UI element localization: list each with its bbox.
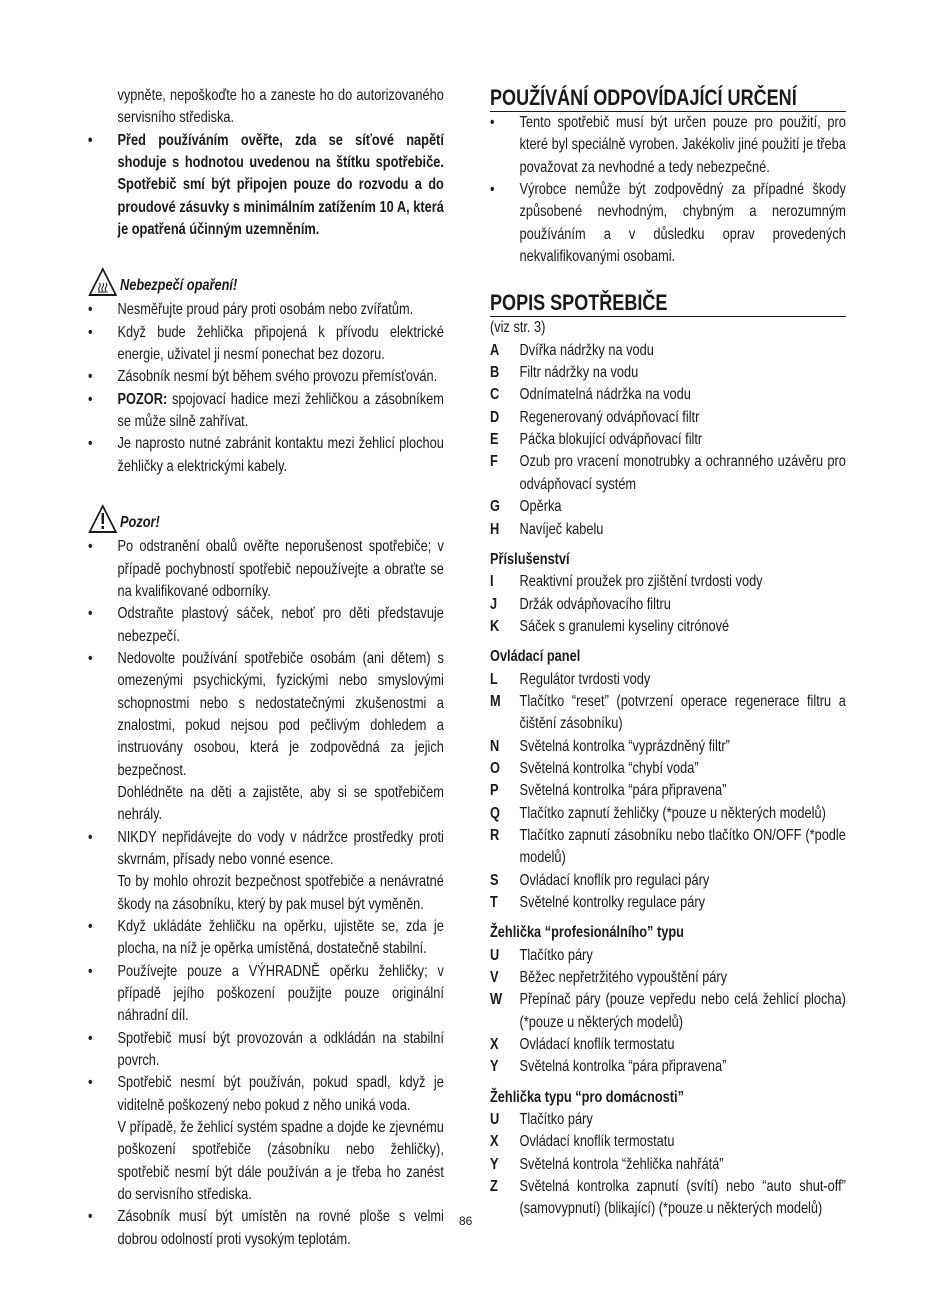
item-text: Ovládací knoflík termostatu: [519, 1036, 675, 1054]
item-text: Ozub pro vracení monotrubky a ochranného uzávěru pro odvápňovací systém: [519, 453, 846, 493]
bullet-item: • Nesměřujte proud páry proti osobám nebo zvířatům.: [88, 301, 414, 319]
item-text: Opěrka: [519, 498, 562, 516]
bullet-text: Zásobník nesmí být během svého provozu přemísťován.: [117, 368, 438, 386]
item-letter: S: [490, 871, 499, 889]
bullet-item: • POZOR: spojovací hadice mezi žehličkou a zásobníkem se může silně zahřívat.: [88, 390, 444, 431]
warning-heading: [88, 263, 444, 297]
hot-surface-warning-icon: [88, 267, 118, 297]
list-item: [490, 340, 846, 362]
control-panel-list: [490, 669, 846, 915]
right-column: [490, 85, 846, 1221]
bullet-item: • Spotřebič musí být provozován a odkládán na stabilní povrch.: [88, 1029, 444, 1070]
item-text: Tlačítko páry: [519, 946, 593, 964]
list-item: [490, 362, 846, 384]
item-letter: U: [490, 946, 500, 964]
bullet-item: • Po odstranění obalů ověřte neporušenost spotřebiče; v případě pochybností spotřebič nepoužívejte a obraťte se na kvalifikované odborníky.: [88, 538, 444, 600]
item-text: Regulátor tvrdosti vody: [519, 670, 651, 688]
item-letter: U: [490, 1111, 500, 1129]
item-text: Filtr nádržky na vodu: [519, 364, 639, 382]
item-letter: O: [490, 759, 500, 777]
bullet-text: Před používáním ověřte, zda se síťové napětí shoduje s hodnotou uvedenou na štítku spotřebiče. Spotřebič smí být připojen pouze do rozvodu a do proudové zásuvky s minimálním zatížením 10 A, která je opatřená účinným uzemněním.: [117, 131, 444, 239]
list-item: [490, 780, 846, 802]
item-letter: I: [490, 573, 494, 591]
professional-iron-list: [490, 945, 846, 1079]
bullet-text: NIKDY nepřidávejte do vody v nádržce prostředky proti skvrnám, přísady nebo vonné esence.: [117, 828, 444, 868]
subheading-professional-iron: Žehlička “profesionálního” typu: [490, 924, 684, 942]
list-item: [490, 1056, 846, 1078]
bullet-text: Nedovolte používání spotřebiče osobám (ani dětem) s omezenými psychickými, fyzickými nebo smyslovými schopnostmi nebo s nedostatečnými zkušenostmi a znalostmi, pokud nejsou pod pečlivým dohledem a instruovány osobou, která je zodpovědná za jejich bezpečnost.: [117, 649, 444, 779]
bullet-item: • Tento spotřebič musí být určen pouze pro použití, pro které byl speciálně vyroben. Jakékoliv jiné použití je třeba považovat za nevhodné a tedy nebezpečné.: [490, 114, 846, 176]
exclamation-warning-icon: [88, 504, 118, 534]
warning-heading: [88, 500, 444, 534]
bullet-item: • Spotřebič nesmí být používán, pokud spadl, když je viditelně poškozený nebo pokud z něho uniká voda.: [88, 1074, 444, 1114]
item-letter: G: [490, 498, 500, 516]
item-letter: C: [490, 386, 500, 404]
list-item: [490, 594, 846, 616]
bullet-text: Nesměřujte proud páry proti osobám nebo zvířatům.: [117, 301, 414, 319]
list-item: [490, 803, 846, 825]
subheading-control-panel: Ovládací panel: [490, 648, 581, 666]
item-text: Tlačítko páry: [519, 1111, 593, 1129]
list-item: [490, 571, 846, 593]
list-item: [490, 825, 846, 870]
item-letter: W: [490, 991, 503, 1009]
subheading-household-iron: Žehlička typu “pro domácnosti”: [490, 1088, 684, 1106]
bullet-item: • Výrobce nemůže být zodpovědný za případné škody způsobené nevhodným, chybným a nerozumným používáním a v důsledku oprav provedených nekvalifikovanými osobami.: [490, 181, 846, 266]
item-text: Tlačítko “reset” (potvrzení operace regenerace filtru a čištění zásobníku): [519, 692, 846, 733]
bullet-item: • Používejte pouze a VÝHRADNĚ opěrku žehličky; v případě jejího poškození použijte pouze originální náhradní díl.: [88, 962, 444, 1025]
list-item: [490, 1131, 846, 1153]
item-letter: A: [490, 341, 500, 359]
item-letter: P: [490, 782, 499, 800]
bullet-text: Zásobník musí být umístěn na rovné ploše s velmi dobrou odolností proti vysokým teplotám.: [117, 1208, 444, 1248]
bullet-item: • Je naprosto nutné zabránit kontaktu mezi žehlicí plochou žehličky a elektrickými kabely.: [88, 435, 444, 475]
item-letter: D: [490, 408, 500, 426]
item-letter: Q: [490, 804, 500, 822]
paragraph: V případě, že žehlicí systém spadne a dojde ke zjevnému poškození spotřebiče (zásobníku nebo žehličky), spotřebič nesmí být dále používán a je třeba ho zanést do servisního střediska.: [117, 1119, 444, 1204]
section-heading-description: POPIS SPOTŘEBIČE: [490, 290, 846, 317]
list-item: [490, 451, 846, 496]
paragraph: vypněte, nepoškoďte ho a zaneste ho do autorizovaného servisního střediska.: [117, 87, 444, 127]
paragraph: To by mohlo ohrozit bezpečnost spotřebiče a nenávratné škody na zásobníku, který by pak musel být vyměněn.: [117, 873, 444, 913]
section-heading-intended-use: POUŽÍVÁNÍ ODPOVÍDAJÍCÍ URČENÍ: [490, 85, 846, 112]
item-text: Dvířka nádržky na vodu: [519, 341, 654, 359]
list-item: [490, 758, 846, 780]
bullet-item: • NIKDY nepřidávejte do vody v nádržce prostředky proti skvrnám, přísady nebo vonné esence.: [88, 828, 444, 868]
household-iron-list: [490, 1109, 846, 1221]
list-item: [490, 519, 846, 541]
item-text: Tlačítko zapnutí zásobníku nebo tlačítko ON/OFF (*podle modelů): [519, 826, 846, 867]
bullet-text: Spotřebič musí být provozován a odkládán na stabilní povrch.: [117, 1029, 444, 1070]
bullet-text: Výrobce nemůže být zodpovědný za případné škody způsobené nevhodným, chybným a nerozumným používáním a v důsledku oprav provedených nekvalifikovanými osobami.: [519, 181, 846, 266]
bullet-item: • Když ukládáte žehličku na opěrku, ujistěte se, zda je plocha, na níž je opěrka umístěná, dostatečně stabilní.: [88, 918, 444, 958]
list-item: [490, 989, 846, 1034]
bullet-item: • Nedovolte používání spotřebiče osobám (ani dětem) s omezenými psychickými, fyzickými nebo smyslovými schopnostmi nebo s nedostatečnými zkušenostmi a znalostmi, pokud nejsou pod pečlivým dohledem a instruovány osobou, která je zodpovědná za jejich bezpečnost.: [88, 649, 444, 779]
bullet-text: Tento spotřebič musí být určen pouze pro použití, pro které byl speciálně vyroben. Jakékoliv jiné použití je třeba považovat za nevhodné a tedy nebezpečné.: [519, 114, 846, 176]
item-letter: F: [490, 453, 498, 471]
list-item: [490, 1154, 846, 1176]
list-item: [490, 691, 846, 736]
bullet-item: • Zásobník musí být umístěn na rovné ploše s velmi dobrou odolností proti vysokým teplotám.: [88, 1208, 444, 1248]
left-column: [88, 85, 444, 1251]
item-letter: H: [490, 520, 500, 538]
item-letter: J: [490, 595, 498, 613]
list-item: [490, 736, 846, 758]
item-letter: R: [490, 826, 500, 844]
list-item: [490, 1176, 846, 1221]
item-text: Světelná kontrolka “pára připravena”: [519, 1058, 727, 1076]
item-text: Světelná kontrolka “chybí voda”: [519, 759, 699, 777]
item-text: Světelná kontrola “žehlička nahřátá”: [519, 1155, 724, 1173]
item-letter: V: [490, 969, 499, 987]
list-item: [490, 892, 846, 914]
list-item: [490, 1109, 846, 1131]
page-number: 86: [459, 1214, 473, 1228]
bullet-text: spojovací hadice mezi žehličkou a zásobníkem se může silně zahřívat.: [117, 390, 444, 431]
item-text: Tlačítko zapnutí žehličky (*pouze u některých modelů): [519, 804, 826, 822]
item-text: Páčka blokující odvápňovací filtr: [519, 431, 703, 449]
pozor-label: POZOR:: [117, 390, 168, 408]
item-letter: M: [490, 692, 501, 710]
item-letter: X: [490, 1036, 499, 1054]
item-text: Sáček s granulemi kyseliny citrónové: [519, 617, 730, 635]
item-letter: Z: [490, 1178, 498, 1196]
item-letter: E: [490, 431, 499, 449]
list-item: [490, 407, 846, 429]
bullet-text: Odstraňte plastový sáček, neboť pro děti představuje nebezpečí.: [117, 605, 444, 645]
item-text: Světelná kontrolka zapnutí (svítí) nebo “auto shut-off” (samovypnutí) (blikající) (*pouze u některých modelů): [519, 1178, 846, 1218]
item-text: Světelná kontrolka “pára připravena”: [519, 782, 727, 800]
item-text: Držák odvápňovacího filtru: [519, 595, 671, 613]
item-letter: X: [490, 1133, 499, 1151]
item-letter: T: [490, 894, 498, 911]
item-text: Reaktivní proužek pro zjištění tvrdosti vody: [519, 573, 763, 591]
list-item: [490, 967, 846, 989]
item-text: Navíječ kabelu: [519, 520, 604, 538]
bullet-item: • Odstraňte plastový sáček, neboť pro děti představuje nebezpečí.: [88, 605, 444, 645]
item-letter: B: [490, 364, 500, 382]
item-text: Běžec nepřetržitého vypouštění páry: [519, 969, 728, 987]
warning-title: Pozor!: [119, 513, 160, 531]
accessories-list: [490, 571, 846, 638]
list-item: [490, 616, 846, 638]
page-reference: (viz str. 3): [490, 319, 546, 337]
item-letter: K: [490, 617, 500, 635]
list-item: [490, 429, 846, 451]
subheading-accessories: Příslušenství: [490, 550, 570, 568]
item-text: Světelná kontrolka “vyprázdněný filtr”: [519, 737, 730, 755]
list-item: [490, 496, 846, 518]
warning-title: Nebezpečí opaření!: [119, 277, 238, 295]
bullet-text: Když ukládáte žehličku na opěrku, ujistěte se, zda je plocha, na níž je opěrka umístěná, dostatečně stabilní.: [117, 918, 444, 958]
item-text: Přepínač páry (pouze vepředu nebo celá žehlicí plocha) (*pouze u některých modelů): [519, 991, 846, 1031]
parts-list: [490, 340, 846, 541]
bullet-item: • Když bude žehlička připojená k přívodu elektrické energie, uživatel ji nesmí ponechat bez dozoru.: [88, 323, 444, 364]
item-text: Regenerovaný odvápňovací filtr: [519, 408, 700, 426]
item-text: Ovládací knoflík termostatu: [519, 1133, 675, 1151]
bullet-text: Je naprosto nutné zabránit kontaktu mezi žehlicí plochou žehličky a elektrickými kabely.: [117, 435, 444, 475]
item-letter: N: [490, 737, 500, 755]
bullet-text: Používejte pouze a VÝHRADNĚ opěrku žehličky; v případě jejího poškození použijte pouze originální náhradní díl.: [117, 962, 444, 1025]
item-letter: L: [490, 670, 498, 688]
item-letter: Y: [490, 1155, 499, 1173]
list-item: [490, 1034, 846, 1056]
bullet-item: • Zásobník nesmí být během svého provozu přemísťován.: [88, 368, 438, 386]
list-item: [490, 384, 846, 406]
list-item: [490, 870, 846, 892]
item-text: Odnímatelná nádržka na vodu: [519, 386, 691, 404]
list-item: [490, 945, 846, 967]
item-letter: Y: [490, 1058, 499, 1076]
bullet-text: Spotřebič nesmí být používán, pokud spadl, když je viditelně poškozený nebo pokud z něho uniká voda.: [117, 1074, 444, 1114]
bullet-text: Když bude žehlička připojená k přívodu elektrické energie, uživatel ji nesmí ponechat bez dozoru.: [117, 323, 444, 364]
paragraph: Dohlédněte na děti a zajistěte, aby si se spotřebičem nehrály.: [117, 783, 444, 824]
item-text: Světelné kontrolky regulace páry: [519, 894, 706, 911]
list-item: [490, 669, 846, 691]
item-text: Ovládací knoflík pro regulaci páry: [519, 871, 710, 889]
bullet-text: Po odstranění obalů ověřte neporušenost spotřebiče; v případě pochybností spotřebič nepoužívejte a obraťte se na kvalifikované odborníky.: [117, 538, 444, 600]
bullet-item: • Před používáním ověřte, zda se síťové napětí shoduje s hodnotou uvedenou na štítku spotřebiče. Spotřebič smí být připojen pouze do rozvodu a do proudové zásuvky s minimálním zatížením 10 A, která je opatřená účinným uzemněním.: [88, 131, 444, 239]
